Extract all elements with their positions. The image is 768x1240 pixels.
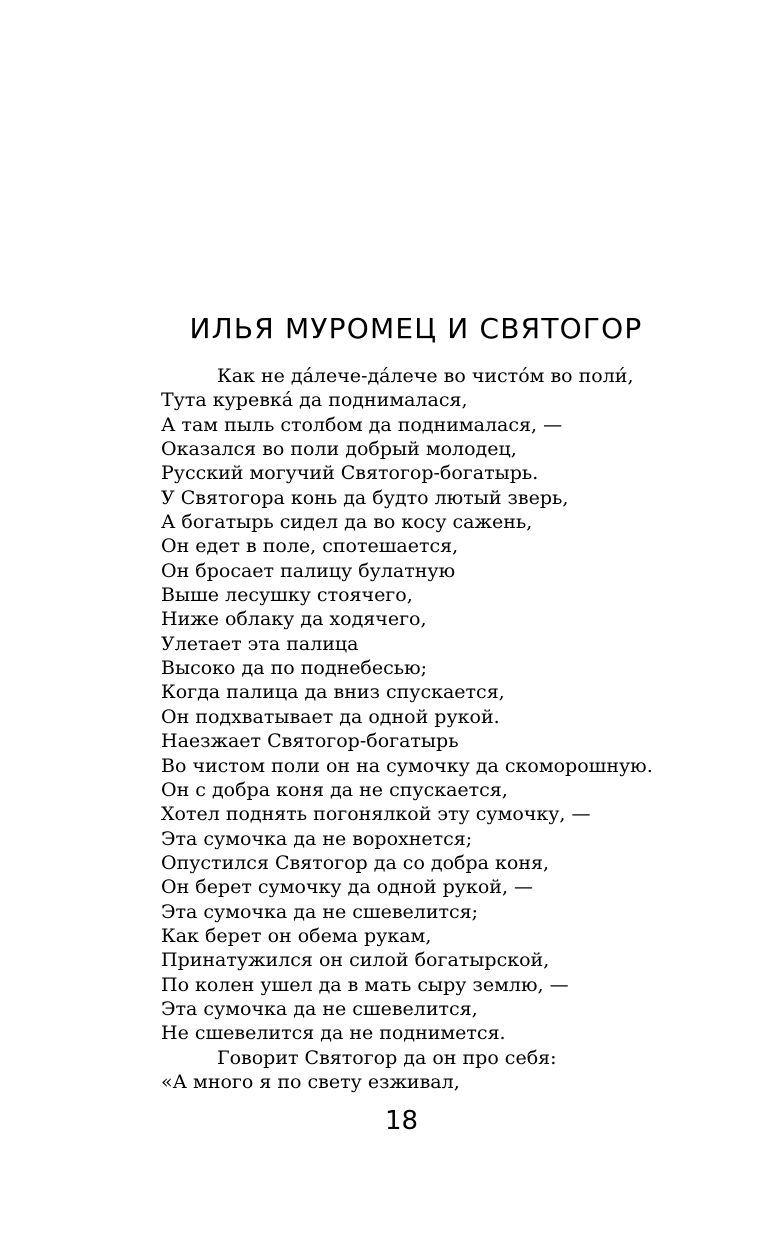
poem-line: Он едет в поле, спотешается, <box>161 535 459 558</box>
poem-line: Принатужился он силой богатырской, <box>161 949 550 972</box>
poem-line: Когда палица да вниз спускается, <box>161 681 505 704</box>
poem-line: Хотел поднять погонялкой эту сумочку, — <box>161 803 591 826</box>
poem-line: У Святогора конь да будто лютый зверь, <box>161 486 569 509</box>
poem-line: А там пыль столбом да поднималася, — <box>161 413 563 436</box>
poem-line: По колен ушел да в мать сыру землю, — <box>161 973 569 996</box>
poem-line: Как берет он обема рукам, <box>161 924 432 947</box>
poem-line: Ниже облаку да ходячего, <box>161 608 427 631</box>
poem-line: Он берет сумочку да одной рукой, — <box>161 876 534 899</box>
poem-line: Эта сумочка да не сшевелится; <box>161 900 479 923</box>
poem-line: Не сшевелится да не поднимется. <box>161 1022 506 1045</box>
poem-line: Русский могучий Святогор-богатырь. <box>161 462 539 485</box>
poem-line: Он бросает палицу булатную <box>161 559 456 582</box>
poem-line: Улетает эта палица <box>161 632 359 655</box>
poem-line: Высоко да по поднебесью; <box>161 657 428 680</box>
poem-line: Он подхватывает да одной рукой. <box>161 705 500 728</box>
poem-line: «А много я по свету езживал, <box>161 1070 460 1093</box>
poem-body <box>161 364 721 1094</box>
poem-title: ИЛЬЯ МУРОМЕЦ И СВЯТОГОР <box>189 312 643 345</box>
poem-line: А богатырь сидел да во косу сажень, <box>161 511 533 534</box>
poem-line: Тута куревка́ да поднималася, <box>161 389 468 412</box>
page-number: 18 <box>384 1106 419 1136</box>
poem-line: Оказался во поли добрый молодец, <box>161 438 517 461</box>
poem-line: Он с добра коня да не спускается, <box>161 778 508 801</box>
poem-line: Как не да́лече-да́лече во чисто́м во поли́, <box>217 365 634 387</box>
poem-line: Эта сумочка да не ворохнется; <box>161 827 473 850</box>
poem-line: Выше лесушку стоячего, <box>161 584 413 607</box>
poem-line: Наезжает Святогор-богатырь <box>161 730 459 753</box>
poem-line: Говорит Святогор да он про себя: <box>217 1046 557 1069</box>
poem-line: Во чистом поли он на сумочку да скоморошную. <box>161 754 653 777</box>
poem-line: Эта сумочка да не сшевелится, <box>161 997 478 1020</box>
poem-line: Опустился Святогор да со добра коня, <box>161 851 550 874</box>
